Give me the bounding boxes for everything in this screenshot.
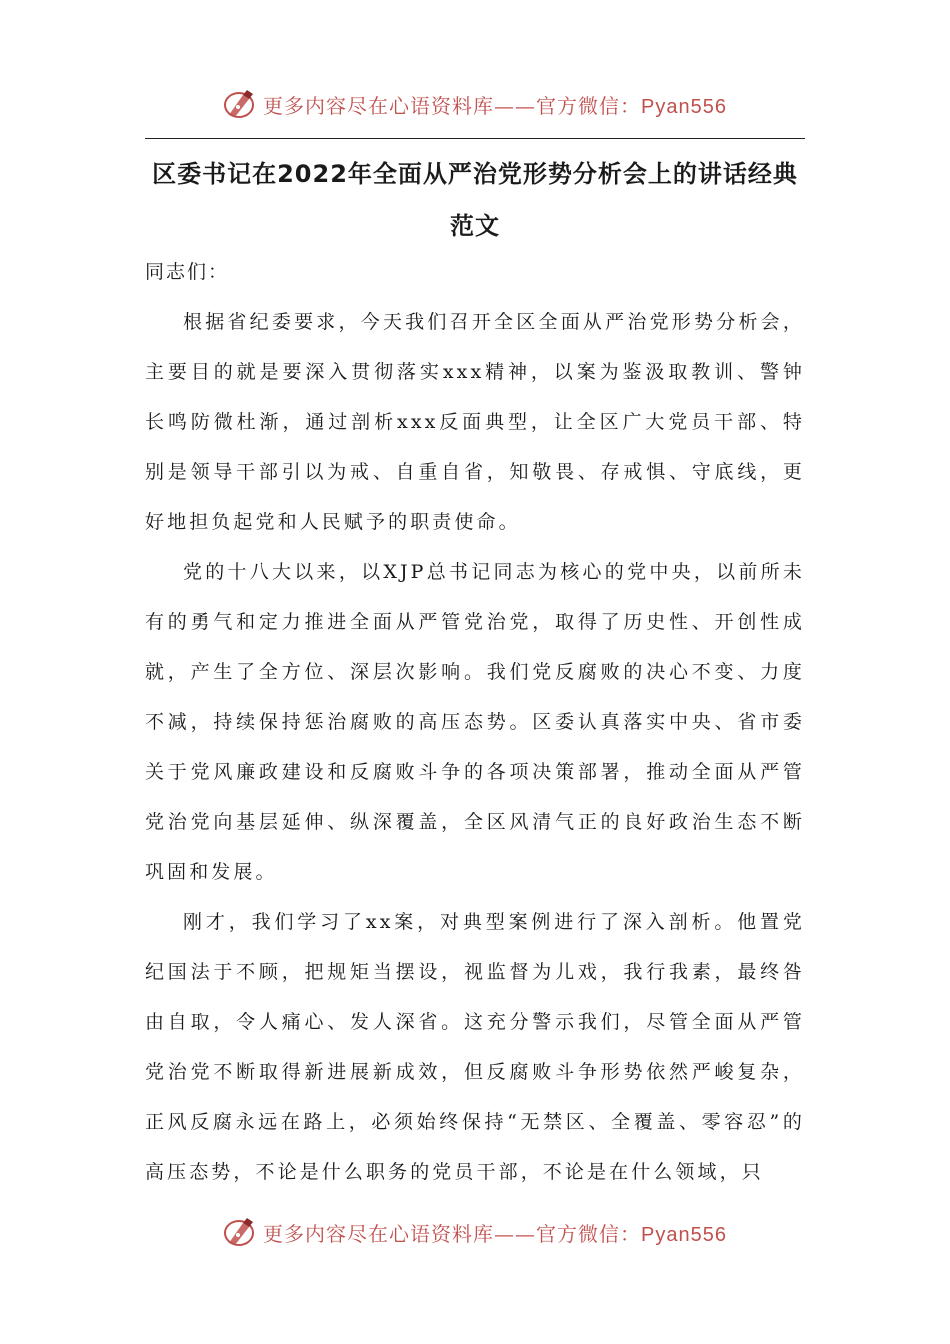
- salutation: 同志们：: [145, 261, 230, 283]
- paragraph: 党的十八大以来，以XJP总书记同志为核心的党中央，以前所未有的勇气和定力推进全面从严管党治党，取得了历史性、开创性成就，产生了全方位、深层次影响。我们党反腐败的决心不变、力度不减，持续保持惩治腐败的高压态势。区委认真落实中央、省市委关于党风廉政建设和反腐败斗争的各项决策部署，推动全面从严管党治党向基层延伸、纵深覆盖，全区风清气正的良好政治生态不断巩固和发展。: [145, 561, 805, 883]
- title-line-2: 范文: [450, 212, 500, 240]
- banner-wechat-label: 官方微信：: [536, 93, 642, 118]
- banner-wechat-id: Pyan556: [641, 1223, 727, 1246]
- banner-site-name: 更多内容尽在心语资料库: [263, 1221, 495, 1246]
- pen-nib-logo-icon: [223, 87, 257, 121]
- banner-text: [263, 1218, 727, 1247]
- banner-wechat-label: 官方微信：: [536, 1221, 642, 1246]
- banner-dash: ——: [494, 93, 537, 118]
- header-divider: [145, 138, 805, 139]
- title-line-1: 区委书记在2022年全面从严治党形势分析会上的讲话经典: [152, 160, 798, 188]
- banner-dash: ——: [494, 1221, 537, 1246]
- banner-site-name: 更多内容尽在心语资料库: [263, 93, 495, 118]
- paragraph: 根据省纪委要求，今天我们召开全区全面从严治党形势分析会，主要目的就是要深入贯彻落实xxx精神，以案为鉴汲取教训、警钟长鸣防微杜渐，通过剖析xxx反面典型，让全区广大党员干部、特别是领导干部引以为戒、自重自省，知敬畏、存戒惧、守底线，更好地担负起党和人民赋予的职责使命。: [145, 311, 805, 533]
- pen-nib-logo-icon: [223, 1215, 257, 1249]
- document-body: [145, 247, 805, 1197]
- header-banner: [0, 84, 950, 124]
- banner-wechat-id: Pyan556: [641, 95, 727, 118]
- footer-banner: [0, 1212, 950, 1252]
- paragraph: 刚才，我们学习了xx案，对典型案例进行了深入剖析。他置党纪国法于不顾，把规矩当摆设，视监督为儿戏，我行我素，最终咎由自取，令人痛心、发人深省。这充分警示我们，尽管全面从严管党治党不断取得新进展新成效，但反腐败斗争形势依然严峻复杂，正风反腐永远在路上，必须始终保持“无禁区、全覆盖、零容忍”的高压态势，不论是什么职务的党员干部，不论是在什么领域，只: [145, 911, 805, 1183]
- document-title: [145, 148, 805, 252]
- banner-text: [263, 90, 727, 119]
